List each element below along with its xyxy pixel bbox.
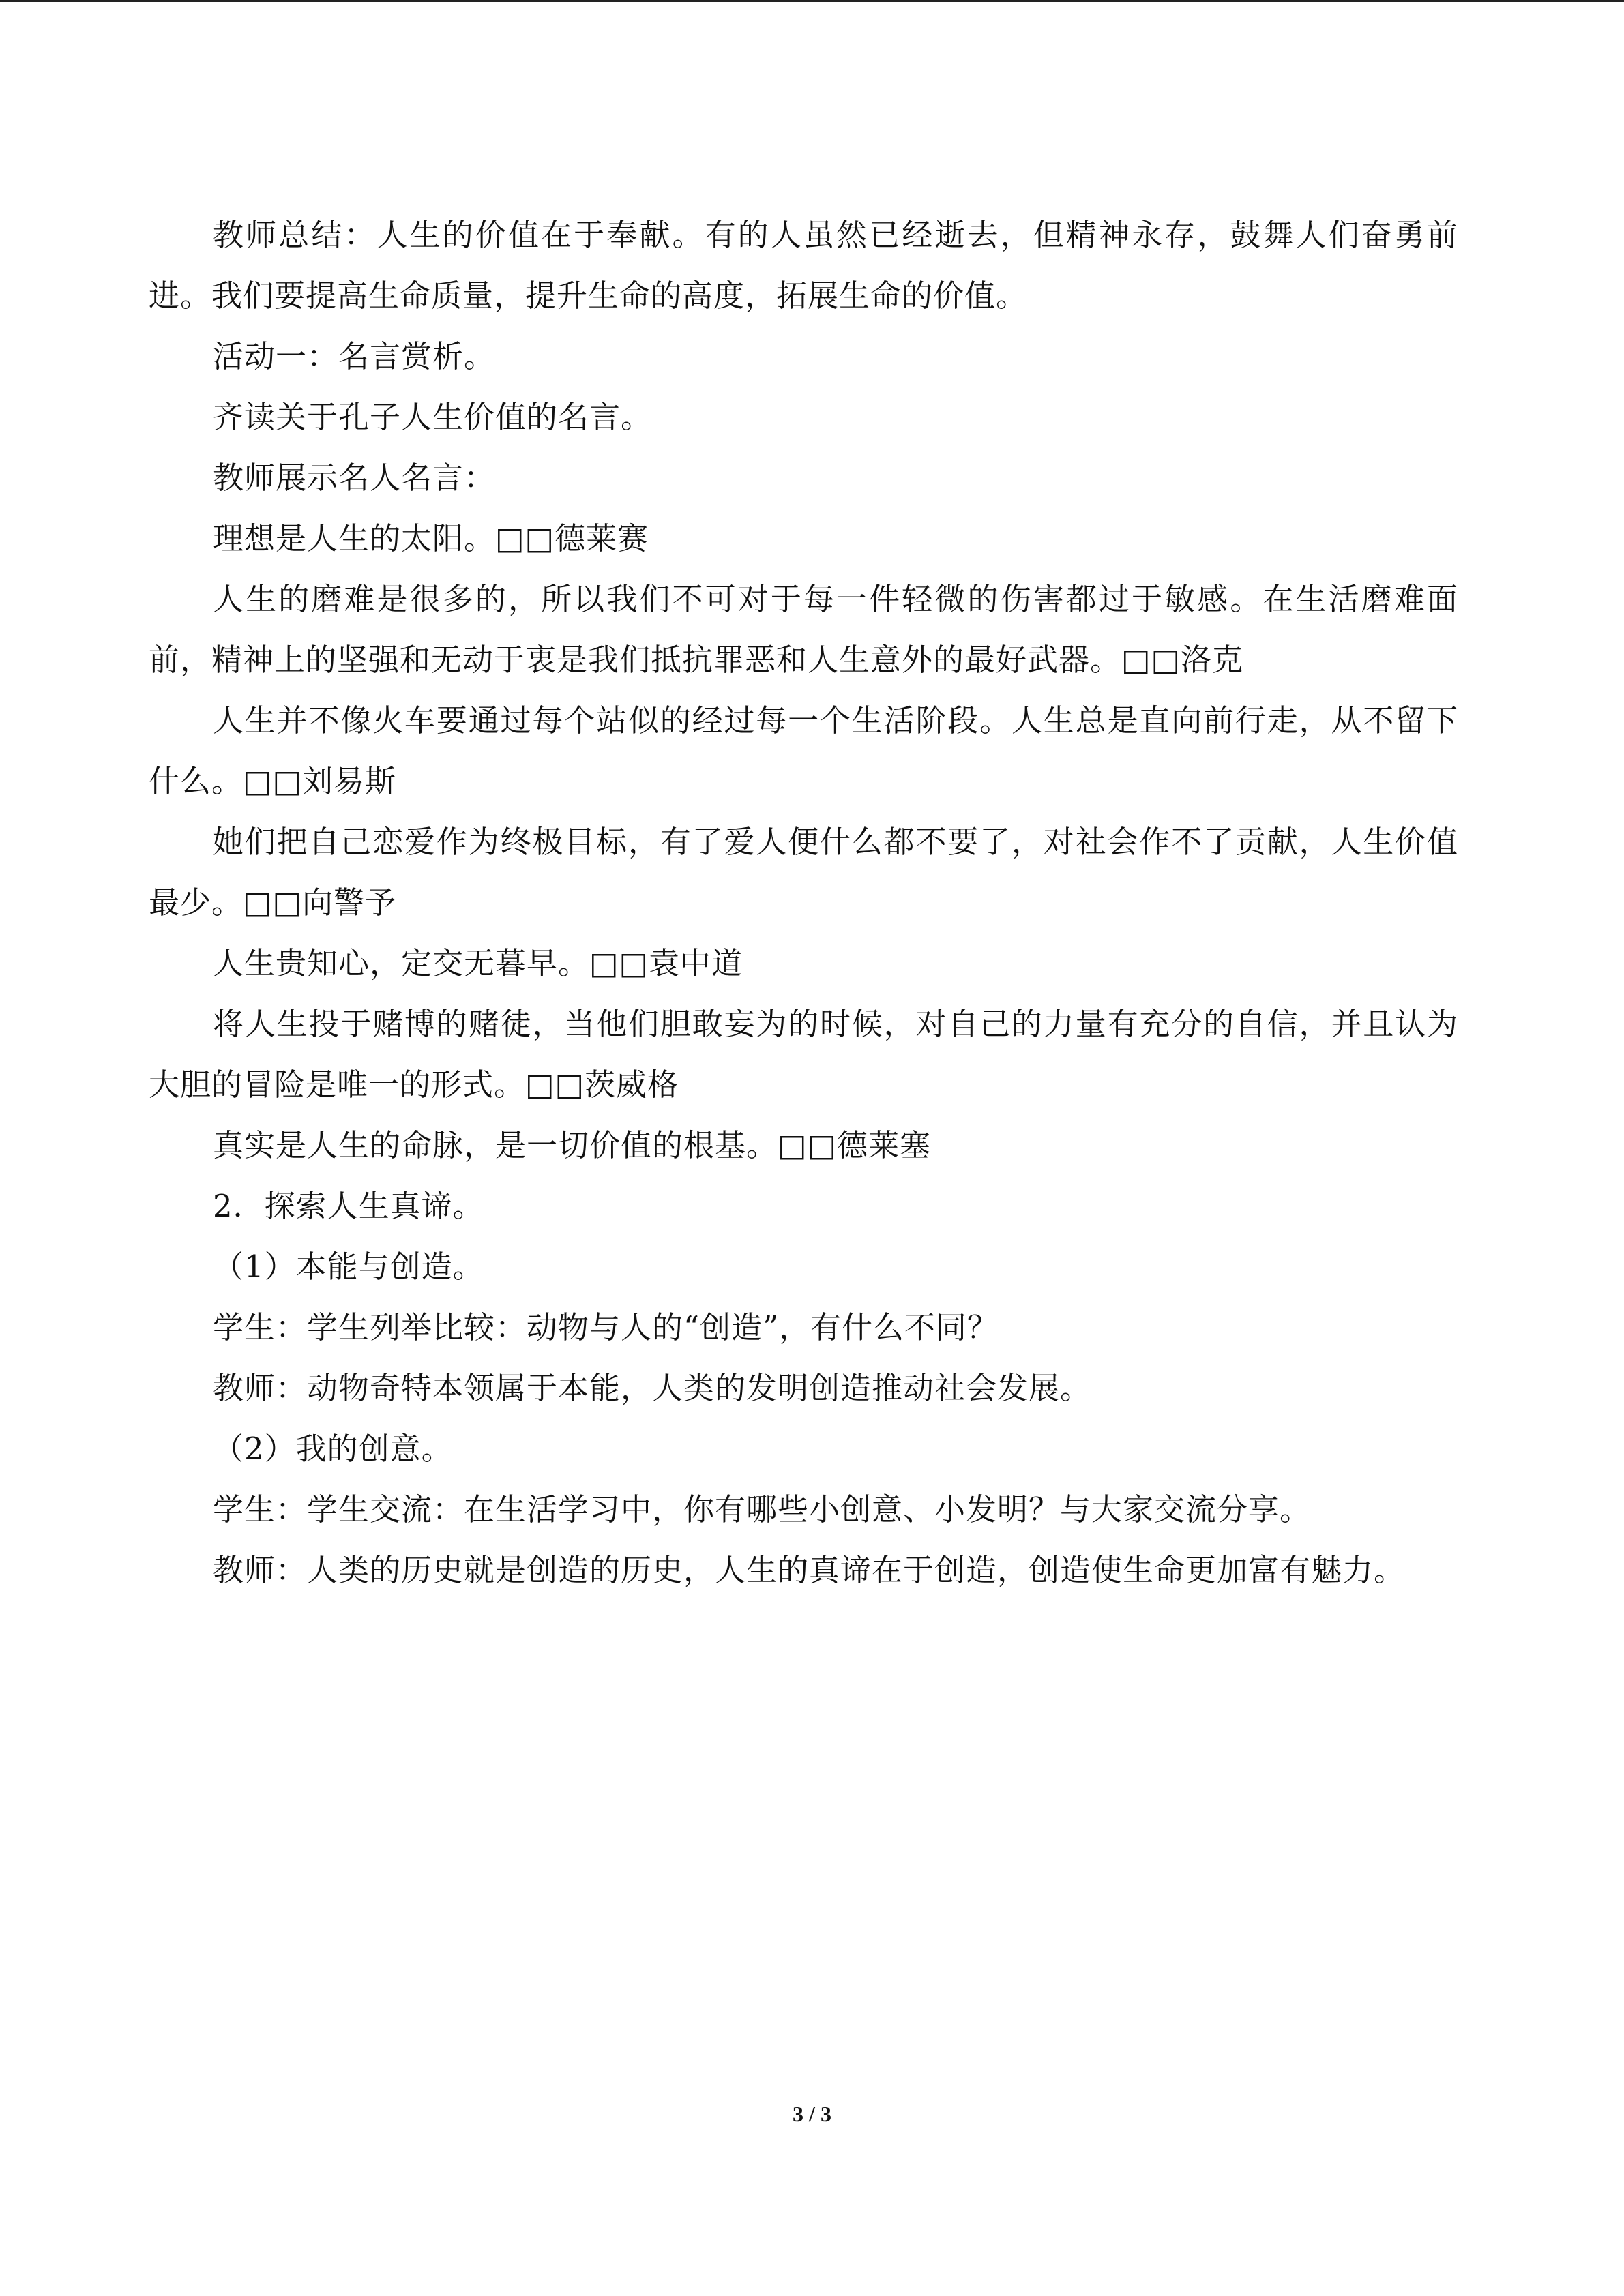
subheading-my-idea: （2）我的创意。: [213, 1431, 453, 1467]
page-number: 3 / 3: [793, 2102, 831, 2126]
paragraph-teacher-shows: 教师展示名人名言：: [213, 460, 496, 496]
paragraph-summary: 教师总结：人生的价值在于奉献。有的人虽然已经逝去，但精神永存，鼓舞人们奋勇前进。我们要提高生命质量，提升生命的高度，拓展生命的价值。: [149, 217, 1458, 314]
paragraph-read-aloud: 齐读关于孔子人生价值的名言。: [213, 399, 653, 435]
paragraph-teacher-creation: 教师：人类的历史就是创造的历史，人生的真谛在于创造，创造使生命更加富有魅力。: [213, 1552, 1406, 1588]
subheading-instinct: （1）本能与创造。: [213, 1249, 484, 1285]
quote-dreiser-truth: 真实是人生的命脉，是一切价值的根基。□□德莱塞: [213, 1127, 932, 1163]
quote-zweig: 将人生投于赌博的赌徒，当他们胆敢妄为的时候，对自己的力量有充分的自信，并且认为大胆的冒险是唯一的形式。□□茨威格: [149, 1006, 1458, 1103]
paragraph-student-share: 学生：学生交流：在生活学习中，你有哪些小创意、小发明？与大家交流分享。: [213, 1491, 1312, 1527]
paragraph-student-compare: 学生：学生列举比较：动物与人的“创造”，有什么不同？: [213, 1309, 999, 1345]
page-top-border: [0, 0, 1624, 2]
paragraph-activity-one: 活动一：名言赏析。: [213, 338, 496, 374]
paragraph-teacher-instinct: 教师：动物奇特本领属于本能，人类的发明创造推动社会发展。: [213, 1370, 1092, 1406]
section-heading-explore: 2．探索人生真谛。: [213, 1188, 484, 1224]
quote-dreiser-ideal: 理想是人生的太阳。□□德莱赛: [213, 520, 649, 556]
quote-xiang-jingyu: 她们把自己恋爱作为终极目标，有了爱人便什么都不要了，对社会作不了贡献，人生价值最少。□□向警予: [149, 824, 1458, 921]
quote-yuan-zhongdao: 人生贵知心，定交无暮早。□□袁中道: [213, 945, 743, 981]
quote-lewis: 人生并不像火车要通过每个站似的经过每一个生活阶段。人生总是直向前行走，从不留下什么。□□刘易斯: [149, 702, 1458, 799]
quote-locke: 人生的磨难是很多的，所以我们不可对于每一件轻微的伤害都过于敏感。在生活磨难面前，精神上的坚强和无动于衷是我们抵抗罪恶和人生意外的最好武器。□□洛克: [149, 581, 1458, 678]
document-body: [149, 205, 1458, 1600]
